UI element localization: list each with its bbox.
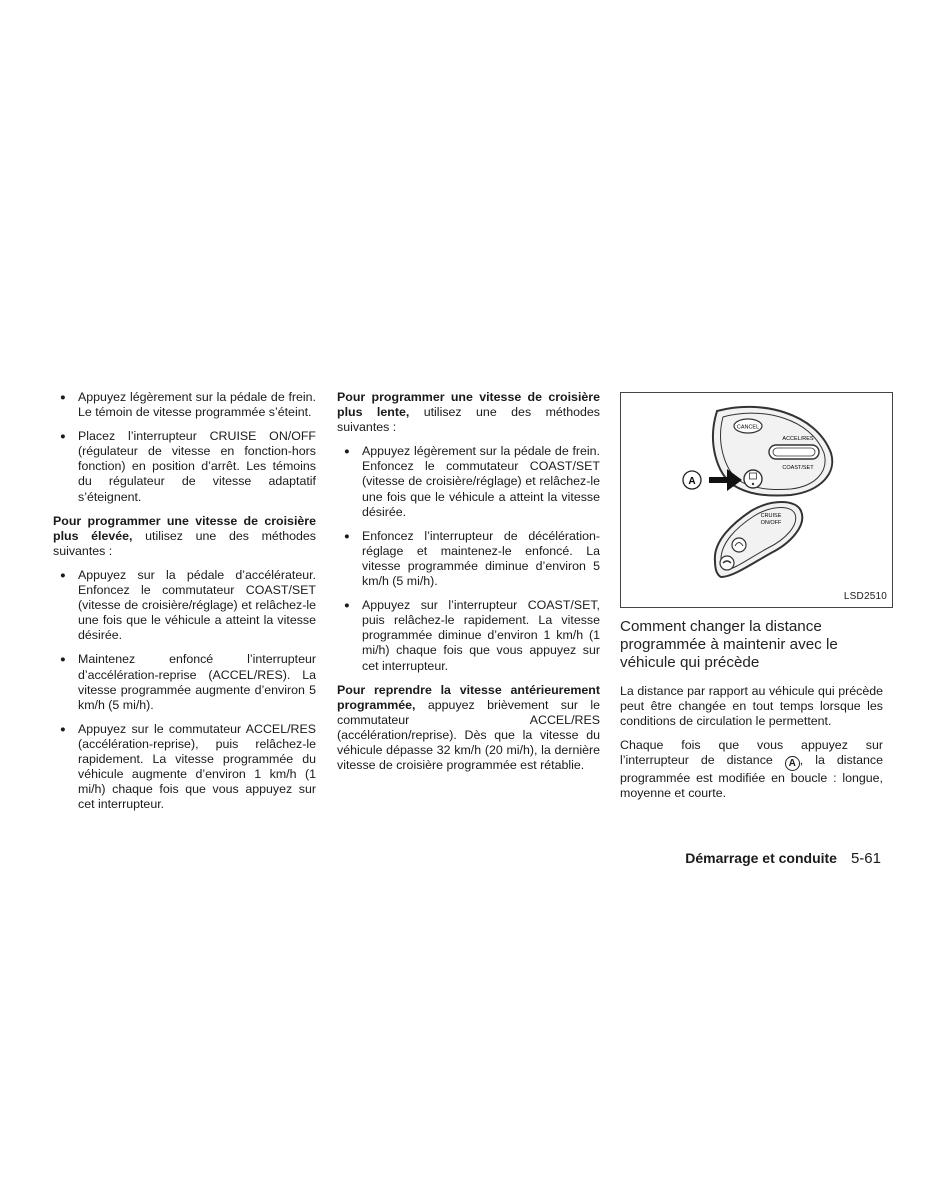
page-number: 5-61 <box>850 850 881 867</box>
higher-speed-heading: Pour programmer une vitesse de croisière plus élevée, <box>53 513 316 543</box>
distance-paragraph-1: La distance par rapport au véhicule qui précède peut être changée en tout temps lorsque les conditions de circulation le permettent. <box>620 684 883 729</box>
steering-switch-illustration <box>621 393 892 607</box>
phone-button <box>720 556 734 570</box>
list-item: ● Enfoncez l’interrupteur de décélération-réglage et maintenez-le enfoncé. La vitesse programmée diminue d’environ 5 km/h (5 mi/h). <box>337 529 600 589</box>
list-item: ● Appuyez sur la pédale d’accélérateur. Enfoncez le commutateur COAST/SET (vitesse de croisière/réglage) et relâchez-le une fois que le véhicule a atteint la vitesse désirée. <box>53 568 316 643</box>
cruise-label: CRUISE <box>760 513 782 519</box>
resume-speed-paragraph <box>337 683 600 774</box>
voice-button <box>732 538 746 552</box>
list-item: ● Appuyez sur l’interrupteur COAST/SET, puis relâchez-le rapidement. La vitesse programmée diminue d’environ 1 km/h (1 mi/h) chaque fois que vous appuyez sur cet interrupteur. <box>337 598 600 673</box>
list-item: ● Appuyez légèrement sur la pédale de frein. Le témoin de vitesse programmée s’éteint. <box>53 390 316 420</box>
lower-speed-list <box>337 444 600 673</box>
resume-speed-heading: Pour reprendre la vitesse antérieurement programmée, <box>337 682 600 712</box>
column-right <box>620 392 887 811</box>
list-item: ● Maintenez enfoncé l’interrupteur d’accélération-reprise (ACCEL/RES). La vitesse programmée augmente d’environ 5 km/h (5 mi/h). <box>53 652 316 712</box>
accel-res-label: ACCEL/RES <box>782 436 814 442</box>
list-item: ● Appuyez sur le commutateur ACCEL/RES (accélération-reprise), puis relâchez-le rapidement. La vitesse programmée du véhicule augmente d’environ 1 km/h (1 mi/h) chaque fois que vous appuyez sur cet interrupteur. <box>53 722 316 813</box>
column-middle <box>337 390 600 782</box>
callout-a-inline-marker: A <box>785 756 800 771</box>
lower-speed-heading: Pour programmer une vitesse de croisière plus lente, <box>337 390 600 420</box>
section-title: Démarrage et conduite <box>685 850 837 866</box>
distance-button-dot <box>752 483 754 485</box>
distance-paragraph-2-start: Chaque fois que vous appuyez sur l’interrupteur de distance <box>620 738 883 768</box>
on-off-label: ON/OFF <box>760 520 782 526</box>
accel-coast-rocker <box>769 445 819 459</box>
resume-speed-text: appuyez brièvement sur le commutateur ACCEL/RES (accélération/reprise). Dès que la vitesse du véhicule dépasse 32 km/h (20 mi/h), la dernière vitesse de croisière programmée est rétablie. <box>337 697 600 773</box>
higher-speed-intro <box>53 514 316 559</box>
list-item: ● Placez l’interrupteur CRUISE ON/OFF (régulateur de vitesse en fonction-hors fonction) en position d’arrêt. Les témoins du régulateur de vitesse adaptatif s’éteignent. <box>53 429 316 504</box>
figure-code: LSD2510 <box>843 590 887 602</box>
distance-paragraph-2-end: , la distance programmée est modifiée en boucle : longue, moyenne et courte. <box>620 753 883 801</box>
higher-speed-list <box>53 568 316 812</box>
steering-switch-figure <box>620 392 893 608</box>
lower-speed-intro-text: utilisez une des méthodes suivantes : <box>337 405 600 435</box>
cancel-label: CANCEL <box>736 424 760 431</box>
cancel-methods-list <box>53 390 316 505</box>
higher-speed-intro-text: utilisez une des méthodes suivantes : <box>53 528 316 558</box>
callout-a-label: A <box>688 476 696 487</box>
coast-set-label: COAST/SET <box>782 465 814 471</box>
distance-paragraph-2 <box>620 738 883 801</box>
column-left <box>53 390 316 821</box>
page-footer <box>685 850 881 867</box>
list-item: ● Appuyez légèrement sur la pédale de frein. Enfoncez le commutateur COAST/SET (vitesse de croisière/réglage) et relâchez-le une fois que le véhicule a atteint la vitesse désirée. <box>337 444 600 519</box>
distance-section-heading: Comment changer la distance programmée à maintenir avec le véhicule qui précède <box>620 618 838 671</box>
lower-speed-intro <box>337 390 600 435</box>
